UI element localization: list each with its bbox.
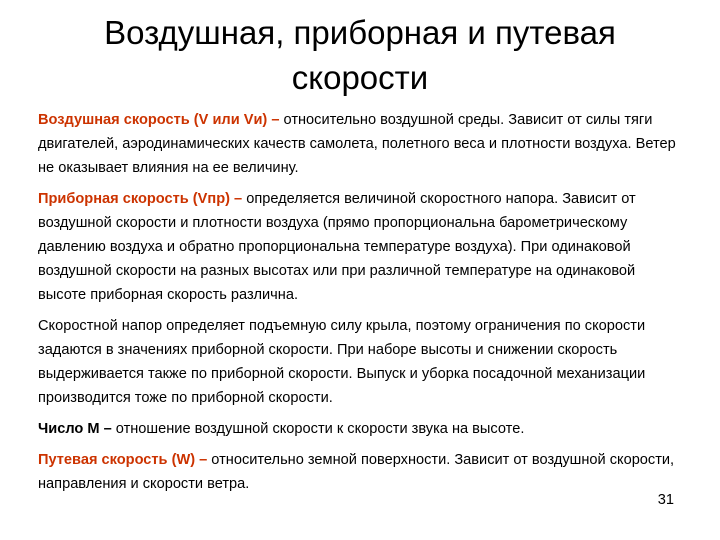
slide-body: [38, 108, 686, 503]
paragraph-mach-number: [38, 417, 686, 441]
term-mach-number: Число М –: [38, 421, 112, 437]
paragraph-dynamic-pressure: [38, 314, 686, 410]
slide-title-line-1: Воздушная, приборная и путевая: [104, 14, 616, 51]
page-number: 31: [657, 492, 674, 508]
term-indicated-airspeed: Приборная скорость (Vпр) –: [38, 191, 243, 207]
text-airspeed: относительно воздушной среды. Зависит от силы тяги двигателей, аэродинамических качеств самолета, полетного веса и плотности воздуха. Ветер не оказывает влияния на ее величину.: [38, 112, 676, 176]
paragraph-indicated-airspeed: [38, 187, 686, 307]
slide-title-line-2: скорости: [291, 59, 429, 96]
text-ground-speed: относительно земной поверхности. Зависит от воздушной скорости, направления и скорости ветра.: [38, 452, 675, 492]
slide-title: [40, 10, 680, 100]
term-airspeed: Воздушная скорость (V или Vи) –: [38, 112, 280, 128]
text-indicated-airspeed: определяется величиной скоростного напора. Зависит от воздушной скорости и плотности воздуха (прямо пропорциональна барометрическому давлению воздуха и обратно пропорциональна температуре воздуха). При одинаковой воздушной скорости на разных высотах или при различной температуре на одинаковой высоте приборная скорость различна.: [38, 191, 636, 303]
text-dynamic-pressure: Скоростной напор определяет подъемную силу крыла, поэтому ограничения по скорости задаются в значениях приборной скорости. При наборе высоты и снижении скорость выдерживается также по приборной скорости. Выпуск и уборка посадочной механизации производится тоже по приборной скорости.: [38, 318, 646, 406]
paragraph-ground-speed: [38, 448, 686, 496]
text-mach-number: отношение воздушной скорости к скорости звука на высоте.: [111, 421, 525, 437]
paragraph-airspeed: [38, 108, 686, 180]
term-ground-speed: Путевая скорость (W) –: [38, 452, 208, 468]
